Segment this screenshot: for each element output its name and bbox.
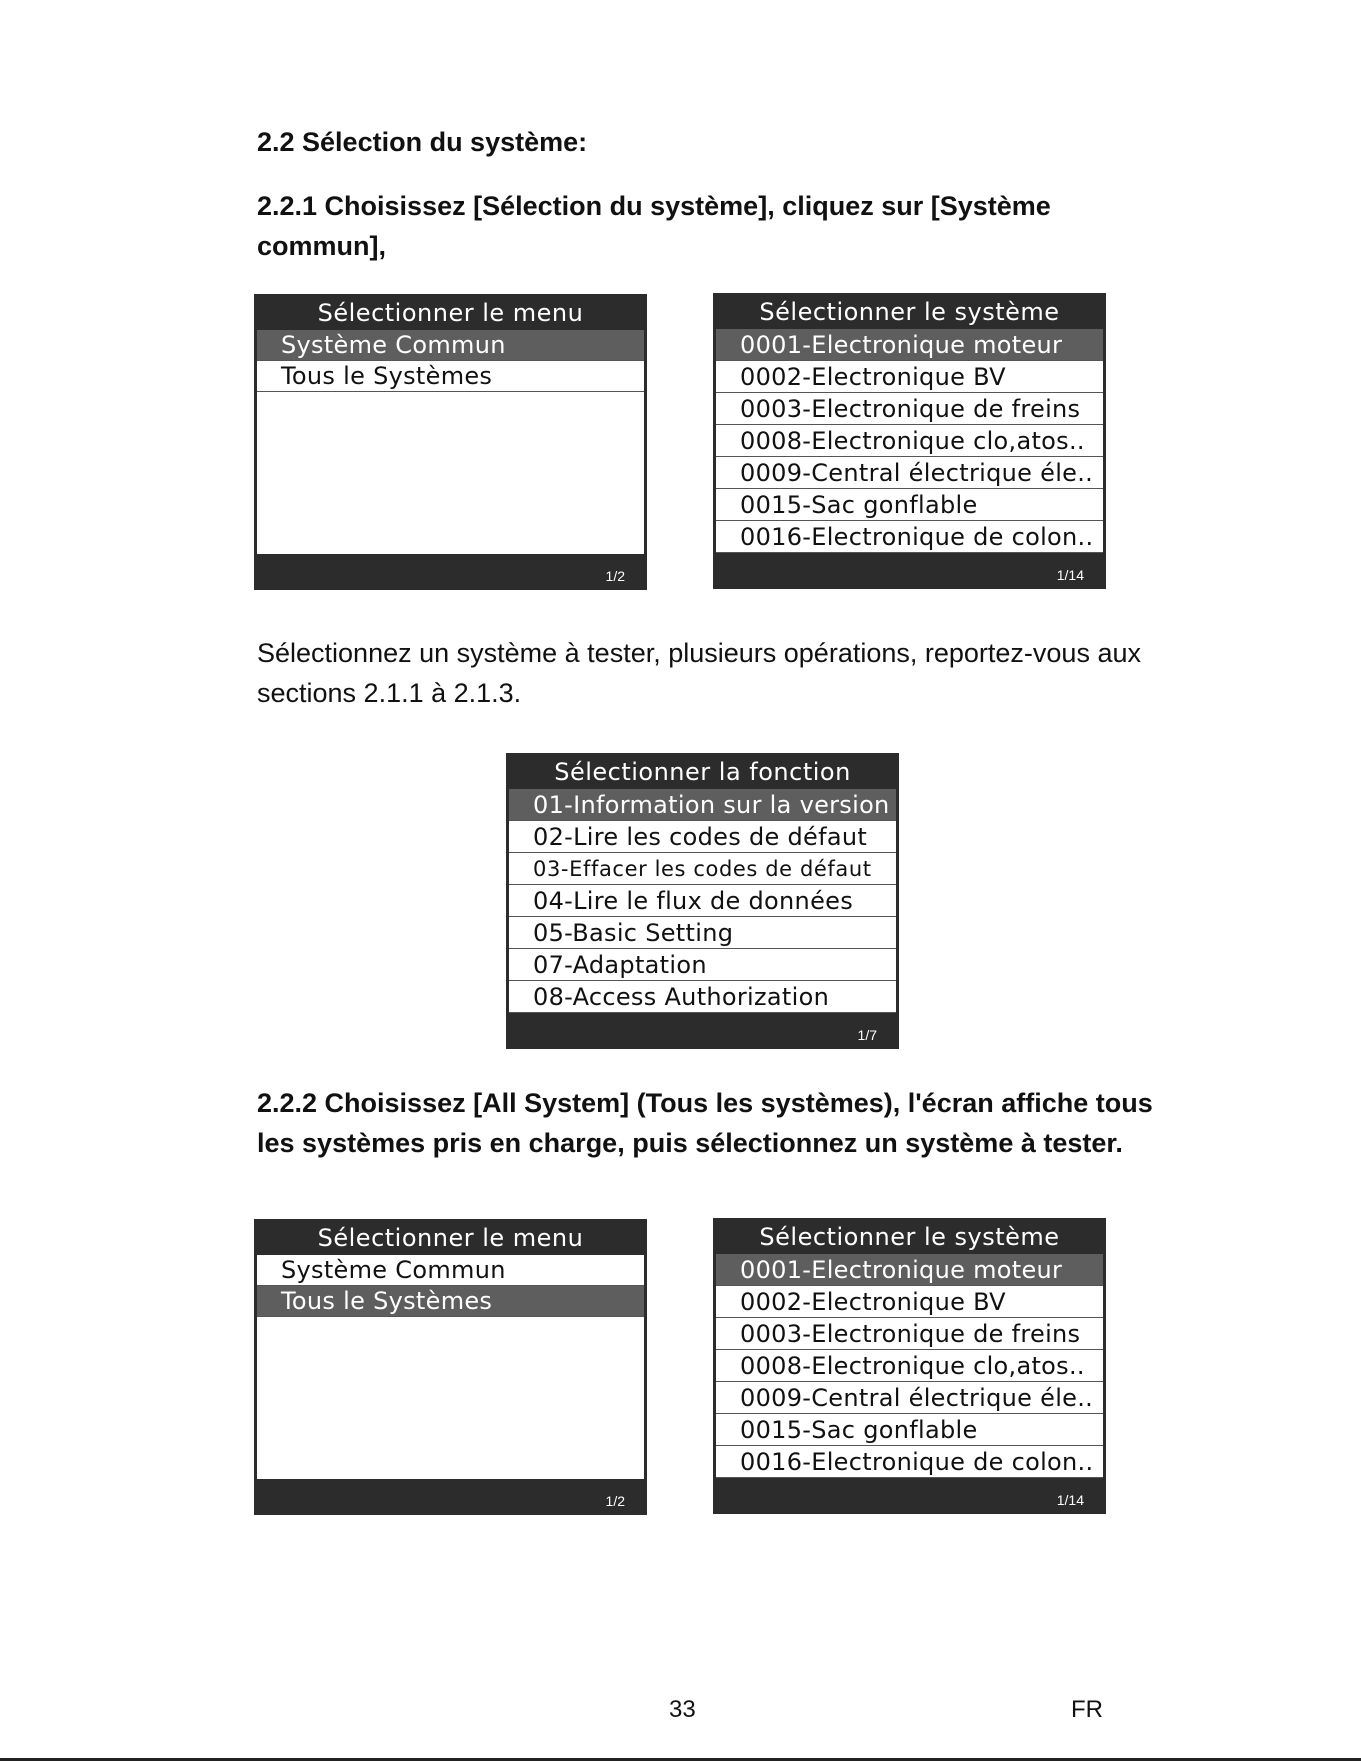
menu-item-systeme-commun[interactable]: Système Commun <box>257 1255 644 1286</box>
menu-item-tous-systemes[interactable]: Tous le Systèmes <box>257 361 644 392</box>
menu-item-tous-systemes[interactable]: Tous le Systèmes <box>257 1286 644 1317</box>
system-item[interactable]: 0009-Central électrique éle.. <box>716 1382 1103 1414</box>
screen-select-function <box>506 753 899 1049</box>
screen-title: Sélectionner la fonction <box>554 758 851 786</box>
system-item[interactable]: 0015-Sac gonflable <box>716 489 1103 521</box>
system-item[interactable]: 0003-Electronique de freins <box>716 1318 1103 1350</box>
screen-title: Sélectionner le système <box>759 298 1060 326</box>
language-code: FR <box>1071 1696 1103 1723</box>
screen-title: Sélectionner le menu <box>317 299 584 327</box>
function-item[interactable]: 03-Effacer les codes de défaut <box>509 853 896 885</box>
function-item[interactable]: 07-Adaptation <box>509 949 896 981</box>
screen-title: Sélectionner le système <box>759 1223 1060 1251</box>
screen-select-system <box>713 293 1106 589</box>
system-item[interactable]: 0016-Electronique de colon.. <box>716 521 1103 553</box>
page-indicator: 1/14 <box>1056 1492 1084 1508</box>
function-item[interactable]: 01-Information sur la version <box>509 789 896 821</box>
system-list <box>716 329 1103 553</box>
system-item[interactable]: 0001-Electronique moteur <box>716 329 1103 361</box>
screen-select-menu-all <box>254 1219 647 1515</box>
page-indicator: 1/2 <box>605 568 625 584</box>
system-item[interactable]: 0008-Electronique clo,atos.. <box>716 1350 1103 1382</box>
function-list <box>509 789 896 1013</box>
system-item[interactable]: 0015-Sac gonflable <box>716 1414 1103 1446</box>
system-item[interactable]: 0003-Electronique de freins <box>716 393 1103 425</box>
page-indicator: 1/2 <box>605 1493 625 1509</box>
system-list <box>716 1254 1103 1478</box>
section-2-2-1-heading: 2.2.1 Choisissez [Sélection du système], cliquez sur [Système commun], <box>257 191 1051 261</box>
system-item[interactable]: 0009-Central électrique éle.. <box>716 457 1103 489</box>
screen-select-system <box>713 1218 1106 1514</box>
function-item[interactable]: 05-Basic Setting <box>509 917 896 949</box>
page-indicator: 1/7 <box>857 1027 877 1043</box>
instructions-text: Sélectionnez un système à tester, plusieurs opérations, reportez-vous aux sections 2.1.1 à 2.1.3. <box>257 638 1141 708</box>
section-2-2-2-heading: 2.2.2 Choisissez [All System] (Tous les systèmes), l'écran affiche tous les systèmes pris en charge, puis sélectionnez un système à tester. <box>257 1088 1153 1158</box>
page-indicator: 1/14 <box>1056 567 1084 583</box>
system-item[interactable]: 0002-Electronique BV <box>716 1286 1103 1318</box>
function-item[interactable]: 02-Lire les codes de défaut <box>509 821 896 853</box>
system-item[interactable]: 0001-Electronique moteur <box>716 1254 1103 1286</box>
function-item[interactable]: 08-Access Authorization <box>509 981 896 1013</box>
menu-list <box>257 1255 644 1479</box>
screen-title: Sélectionner le menu <box>317 1224 584 1252</box>
system-item[interactable]: 0016-Electronique de colon.. <box>716 1446 1103 1478</box>
screen-select-menu-common <box>254 294 647 590</box>
menu-item-systeme-commun[interactable]: Système Commun <box>257 330 644 361</box>
page-number: 33 <box>669 1696 696 1723</box>
system-item[interactable]: 0008-Electronique clo,atos.. <box>716 425 1103 457</box>
system-item[interactable]: 0002-Electronique BV <box>716 361 1103 393</box>
section-2-2-heading: 2.2 Sélection du système: <box>257 127 588 157</box>
menu-list <box>257 330 644 554</box>
function-item[interactable]: 04-Lire le flux de données <box>509 885 896 917</box>
